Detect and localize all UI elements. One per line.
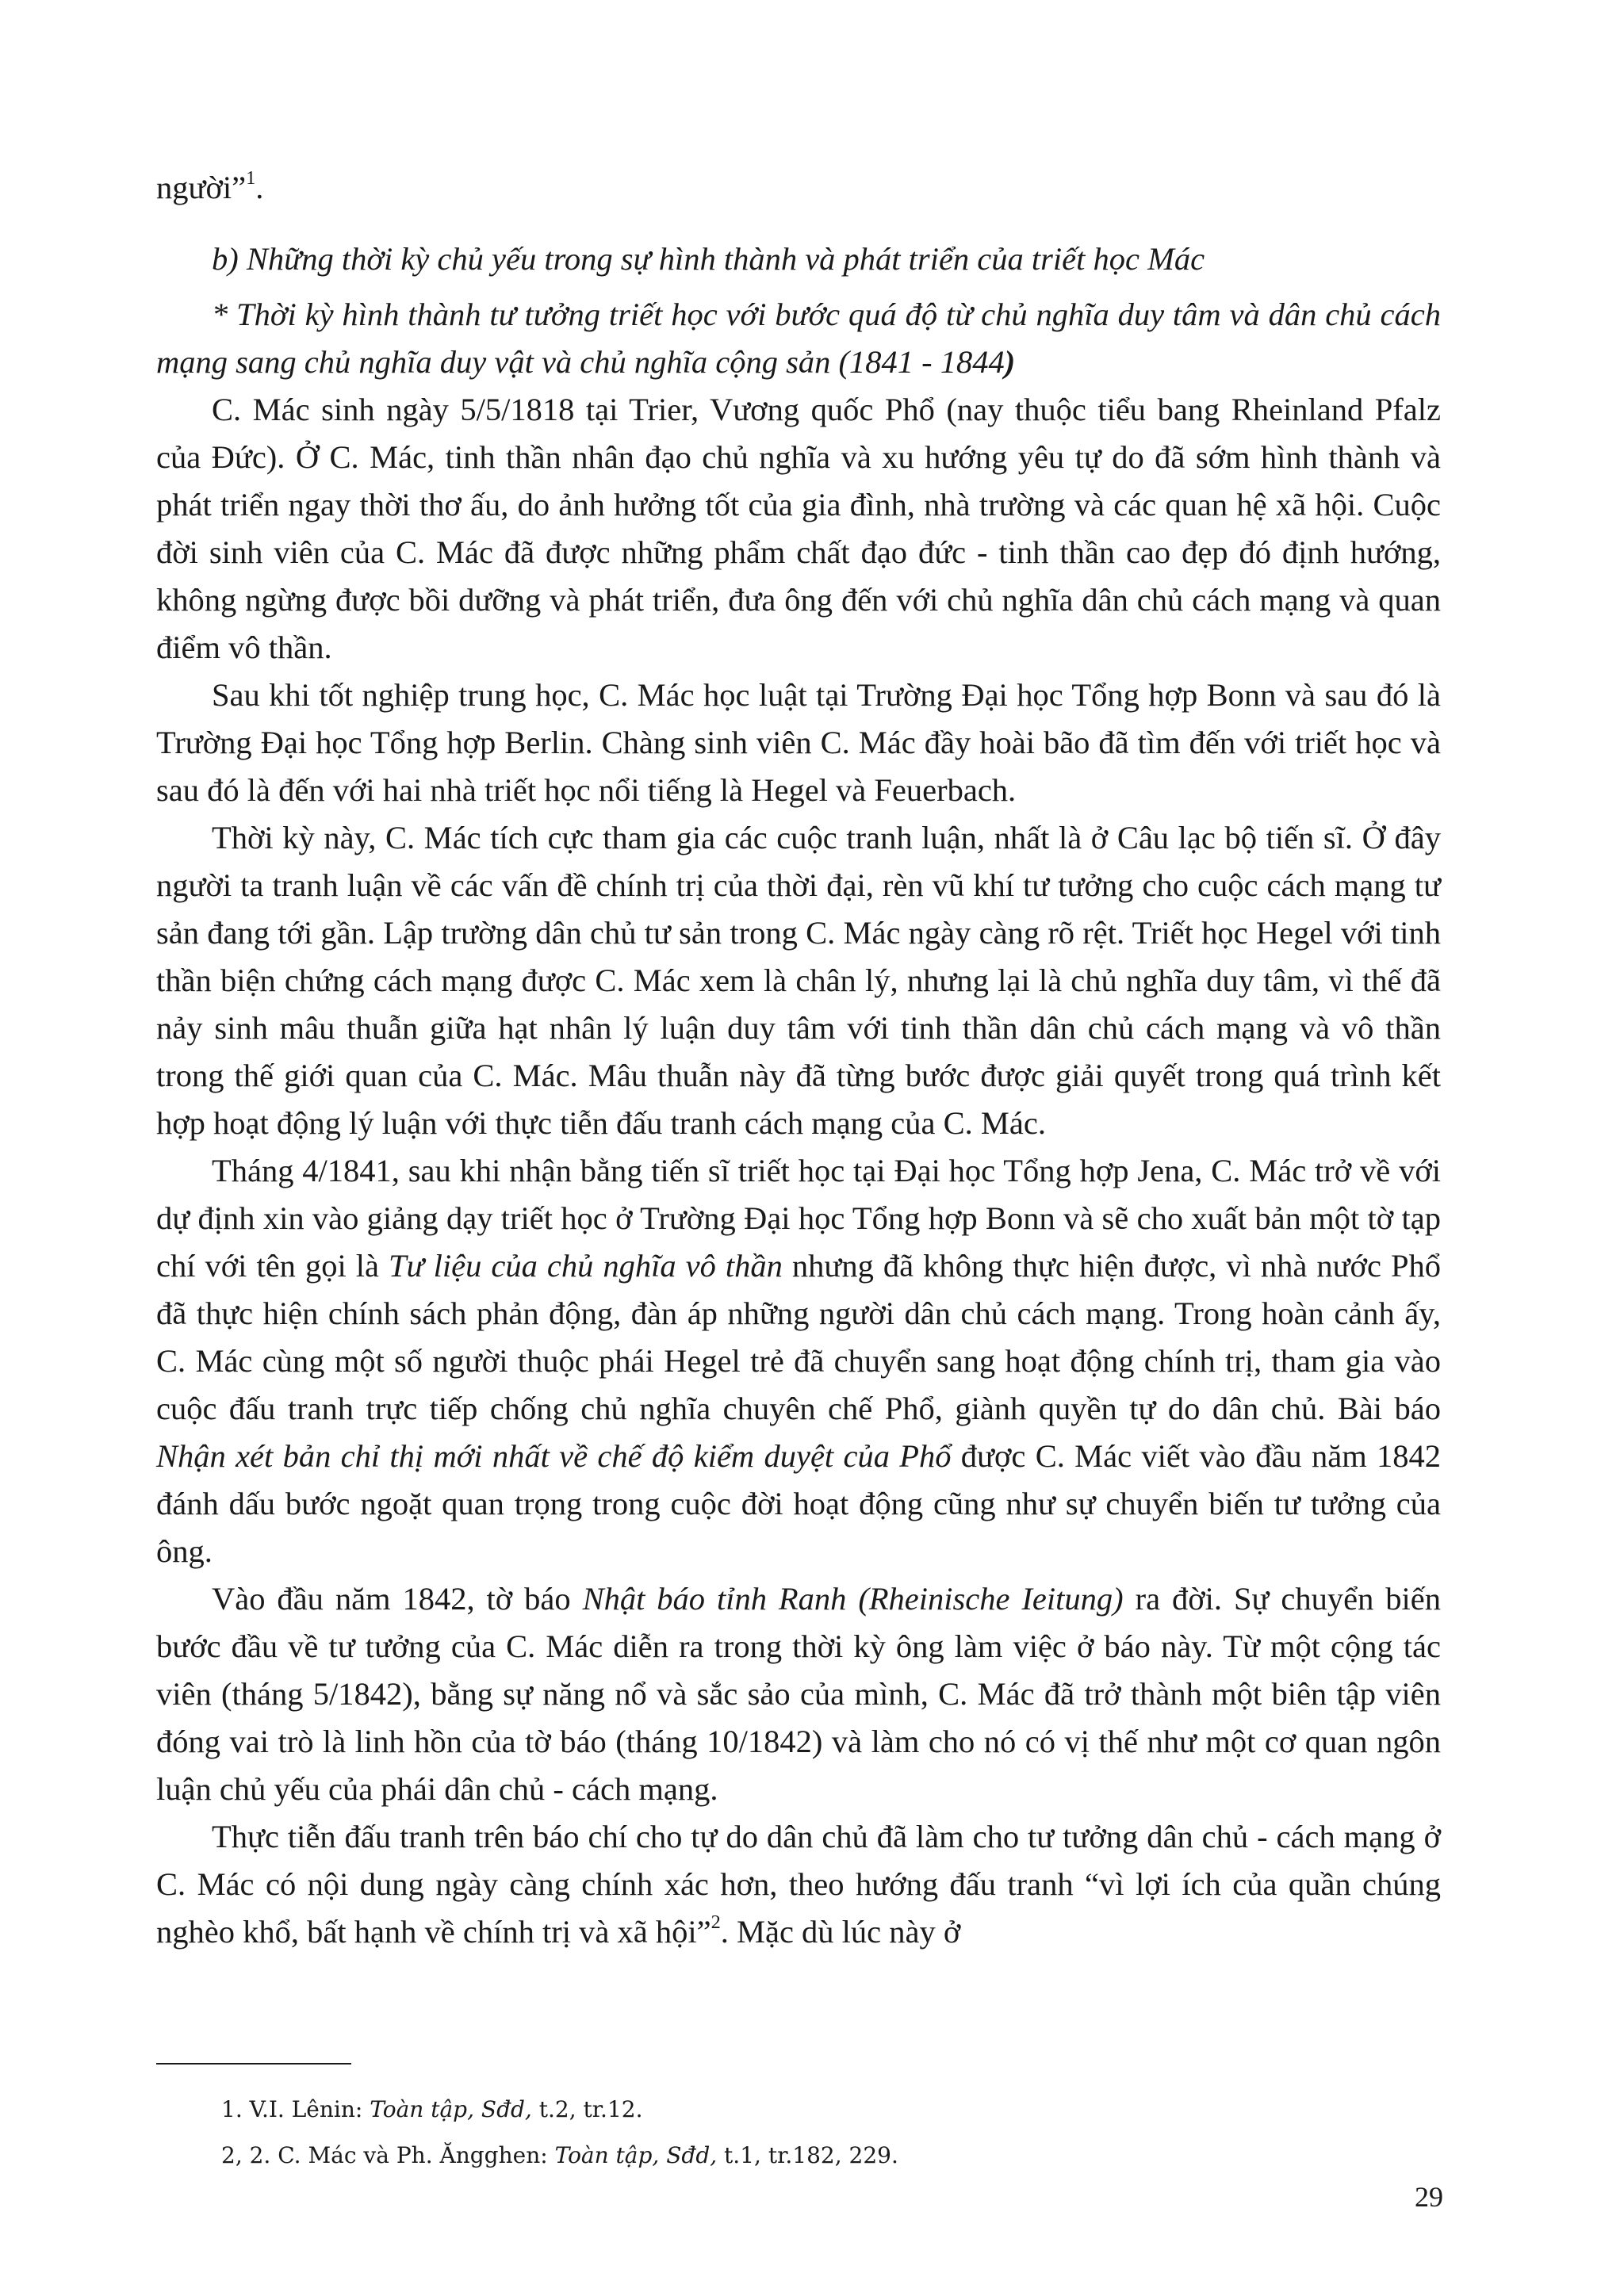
paragraph-text: Vào đầu năm 1842, tờ báo (212, 1581, 583, 1617)
footnote-text: 2, 2. C. Mác và Ph. Ăngghen: (221, 2142, 555, 2168)
footnote-2 (221, 2133, 1331, 2179)
footnote-divider (156, 2063, 351, 2064)
subsection-heading-paren: ) (1004, 344, 1016, 380)
page-number: 29 (1415, 2181, 1443, 2213)
paragraph (156, 1813, 1441, 1956)
footnote-1 (221, 2087, 1331, 2133)
paragraph-continuation (156, 164, 1441, 212)
section-heading-text: b) Những thời kỳ chủ yếu trong sự hình thành và phát triển của triết học Mác (212, 241, 1205, 277)
footnote-text: t.1, tr.182, 229. (717, 2142, 898, 2168)
footnotes (221, 2087, 1331, 2179)
paragraph: Sau khi tốt nghiệp trung học, C. Mác học luật tại Trường Đại học Tổng hợp Bonn và sau đó là Trường Đại học Tổng hợp Berlin. Chàng sinh viên C. Mác đầy hoài bão đã tìm đến với triết học và sau đó là đến với hai nhà triết học nổi tiếng là Hegel và Feuerbach. (156, 677, 1441, 808)
paragraph (156, 1575, 1441, 1813)
newspaper-title: Nhật báo tỉnh Ranh (Rheinische Ieitung) (582, 1581, 1124, 1617)
paragraph-text: nhưng đã không thực hiện được, vì nhà nước Phổ đã thực hiện chính sách phản động, đàn áp những người dân chủ cách mạng. Trong hoàn cảnh ấy, C. Mác cùng một số người thuộc phái Hegel trẻ đã chuyển sang hoạt động chính trị, tham gia vào cuộc đấu tranh trực tiếp chống chủ nghĩa chuyên chế Phổ, giành quyền tự do dân chủ. Bài báo (156, 1248, 1441, 1426)
subsection-heading (156, 291, 1441, 386)
footnote-ref-2: 2 (710, 1911, 721, 1933)
paragraph-text: ra đời. Sự chuyển biến bước đầu về tư tưởng của C. Mác diễn ra trong thời kỳ ông làm việc ở báo này. Từ một cộng tác viên (tháng 5/1842), bằng sự năng nổ và sắc sảo của mình, C. Mác đã trở thành một biên tập viên đóng vai trò là linh hồn của tờ báo (tháng 10/1842) và làm cho nó có vị thế như một cơ quan ngôn luận chủ yếu của phái dân chủ - cách mạng. (156, 1581, 1441, 1807)
article-title: Nhận xét bản chỉ thị mới nhất về chế độ kiểm duyệt của Phổ (156, 1438, 952, 1474)
journal-title: Tư liệu của chủ nghĩa vô thần (388, 1248, 783, 1284)
footnote-text: 1. V.I. Lênin: (221, 2096, 370, 2122)
footnote-source-title: Toàn tập, Sđd, (370, 2096, 532, 2122)
paragraph (156, 1147, 1441, 1575)
paragraph-text: Thực tiễn đấu tranh trên báo chí cho tự do dân chủ đã làm cho tư tưởng dân chủ - cách mạng ở C. Mác có nội dung ngày càng chính xác hơn, theo hướng đấu tranh “vì lợi ích của quần chúng nghèo khổ, bất hạnh về chính trị và xã hội” (156, 1819, 1441, 1950)
footnote-text: t.2, tr.12. (531, 2096, 643, 2122)
paragraph-text: người” (156, 170, 247, 205)
footnote-ref-1: 1 (246, 166, 256, 189)
paragraph: Thời kỳ này, C. Mác tích cực tham gia các cuộc tranh luận, nhất là ở Câu lạc bộ tiến sĩ. Ở đây người ta tranh luận về các vấn đề chính trị của thời đại, rèn vũ khí tư tưởng cho cuộc cách mạng tư sản đang tới gần. Lập trường dân chủ tư sản trong C. Mác ngày càng rõ rệt. Triết học Hegel với tinh thần biện chứng cách mạng được C. Mác xem là chân lý, nhưng lại là chủ nghĩa duy tâm, vì thế đã nảy sinh mâu thuẫn giữa hạt nhân lý luận duy tâm với tinh thần dân chủ cách mạng và vô thần trong thế giới quan của C. Mác. Mâu thuẫn này đã từng bước được giải quyết trong quá trình kết hợp hoạt động lý luận với thực tiễn đấu tranh cách mạng của C. Mác. (156, 820, 1441, 1141)
footnote-source-title: Toàn tập, Sđd, (554, 2142, 718, 2168)
paragraph-text: . Mặc dù lúc này ở (720, 1914, 961, 1950)
paragraph-text: Tháng 4/1841, sau khi nhận bằng tiến sĩ triết học tại Đại học Tổng hợp Jena, C. Mác trở về với dự định xin vào giảng dạy triết học ở Trường Đại học Tổng hợp Bonn và sẽ cho xuất bản một tờ tạp chí với tên gọi là (156, 1153, 1441, 1284)
subsection-heading-text: * Thời kỳ hình thành tư tưởng triết học với bước quá độ từ chủ nghĩa duy tâm và dân chủ cách mạng sang chủ nghĩa duy vật và chủ nghĩa cộng sản (1841 - 1844 (156, 297, 1441, 380)
paragraph: C. Mác sinh ngày 5/5/1818 tại Trier, Vương quốc Phổ (nay thuộc tiểu bang Rheinland Pfalz của Đức). Ở C. Mác, tinh thần nhân đạo chủ nghĩa và xu hướng yêu tự do đã sớm hình thành và phát triển ngay thời thơ ấu, do ảnh hưởng tốt của gia đình, nhà trường và các quan hệ xã hội. Cuộc đời sinh viên của C. Mác đã được những phẩm chất đạo đức - tinh thần cao đẹp đó định hướng, không ngừng được bồi dưỡng và phát triển, đưa ông đến với chủ nghĩa dân chủ cách mạng và quan điểm vô thần. (156, 392, 1441, 665)
section-heading (156, 235, 1441, 283)
body-text (156, 164, 1441, 1956)
paragraph-text: . (255, 170, 264, 205)
paragraph-text: được C. Mác viết vào đầu năm 1842 đánh dấu bước ngoặt quan trọng trong cuộc đời hoạt động cũng như sự chuyển biến tư tưởng của ông. (156, 1438, 1442, 1569)
